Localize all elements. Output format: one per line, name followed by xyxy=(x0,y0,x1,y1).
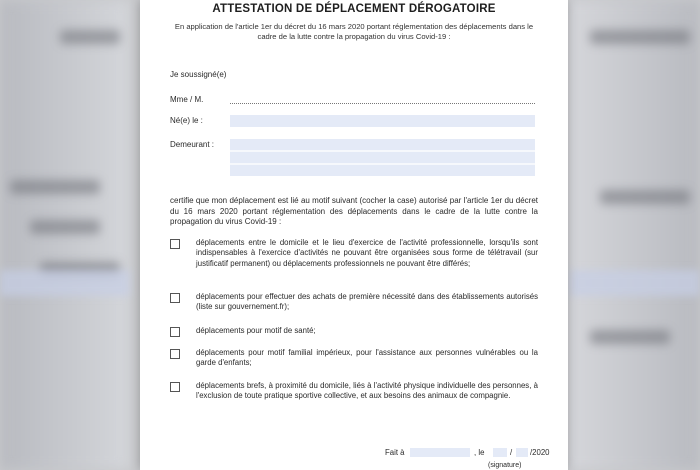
option-family[interactable] xyxy=(170,348,538,372)
address-field[interactable] xyxy=(230,139,535,176)
option-professional[interactable] xyxy=(170,238,538,282)
checkbox[interactable] xyxy=(170,293,180,303)
checkbox[interactable] xyxy=(170,349,180,359)
option-text: déplacements brefs, à proximité du domicile, liés à l'activité physique individuelle des personnes, à l'exclusion de toute pratique sportive collective, et aux besoins des animaux de compagnie. xyxy=(196,381,538,401)
blurred-text-fragment xyxy=(10,180,100,194)
fait-label: Fait à xyxy=(385,448,405,457)
year-text: /2020 xyxy=(530,448,550,457)
option-text: déplacements pour motif familial impérieux, pour l'assistance aux personnes vulnérables ou la garde d'enfants; xyxy=(196,348,538,368)
date-label: , le xyxy=(474,448,485,457)
blurred-text-fragment xyxy=(30,220,100,234)
blurred-left-background xyxy=(0,0,130,470)
birth-label: Né(e) le : xyxy=(170,116,203,125)
signature-label: (signature) xyxy=(488,462,522,469)
signer-label: Je soussigné(e) xyxy=(170,70,227,79)
option-purchases[interactable] xyxy=(170,292,538,316)
address-label: Demeurant : xyxy=(170,140,215,149)
document-title: ATTESTATION DE DÉPLACEMENT DÉROGATOIRE xyxy=(212,3,496,15)
blurred-text-fragment xyxy=(590,30,690,44)
blurred-text-fragment xyxy=(600,190,690,204)
blurred-text-fragment xyxy=(590,330,670,344)
option-text: déplacements entre le domicile et le lieu d'exercice de l'activité professionnelle, lorsqu'ils sont indispensables à l'exercice d'activités ne pouvant être organisées sous forme de télétravail (sur justificatif permanent) ou déplacements professionnels ne pouvant être différés; xyxy=(196,238,538,268)
option-text: déplacements pour effectuer des achats de première nécessité dans des établissements autorisés (liste sur gouvernement.fr); xyxy=(196,292,538,312)
day-field[interactable] xyxy=(493,448,507,457)
option-text: déplacements pour motif de santé; xyxy=(196,326,316,335)
blurred-field-band xyxy=(0,270,130,296)
checkbox[interactable] xyxy=(170,382,180,392)
month-field[interactable] xyxy=(516,448,528,457)
checkbox[interactable] xyxy=(170,327,180,337)
blurred-text-fragment xyxy=(60,30,120,44)
certify-paragraph: certifie que mon déplacement est lié au motif suivant (cocher la case) autorisé par l'article 1er du décret du 16 mars 2020 portant réglementation des déplacements dans le cadre de la lutte contre la propagation du virus Covid-19 : xyxy=(170,196,538,226)
option-health[interactable] xyxy=(170,326,538,338)
blurred-field-band xyxy=(570,270,700,296)
intro-paragraph: En application de l'article 1er du décret du 16 mars 2020 portant réglementation des déplacements dans le cadre de la lutte contre la propagation du virus Covid-19 : xyxy=(174,22,534,41)
name-field[interactable] xyxy=(230,94,535,104)
place-field[interactable] xyxy=(410,448,470,457)
date-slash: / xyxy=(510,448,513,457)
option-exercise[interactable] xyxy=(170,381,538,415)
checkbox[interactable] xyxy=(170,239,180,249)
name-label: Mme / M. xyxy=(170,95,204,104)
birth-field[interactable] xyxy=(230,115,535,127)
blurred-right-background xyxy=(560,0,700,470)
attestation-document xyxy=(140,0,568,470)
